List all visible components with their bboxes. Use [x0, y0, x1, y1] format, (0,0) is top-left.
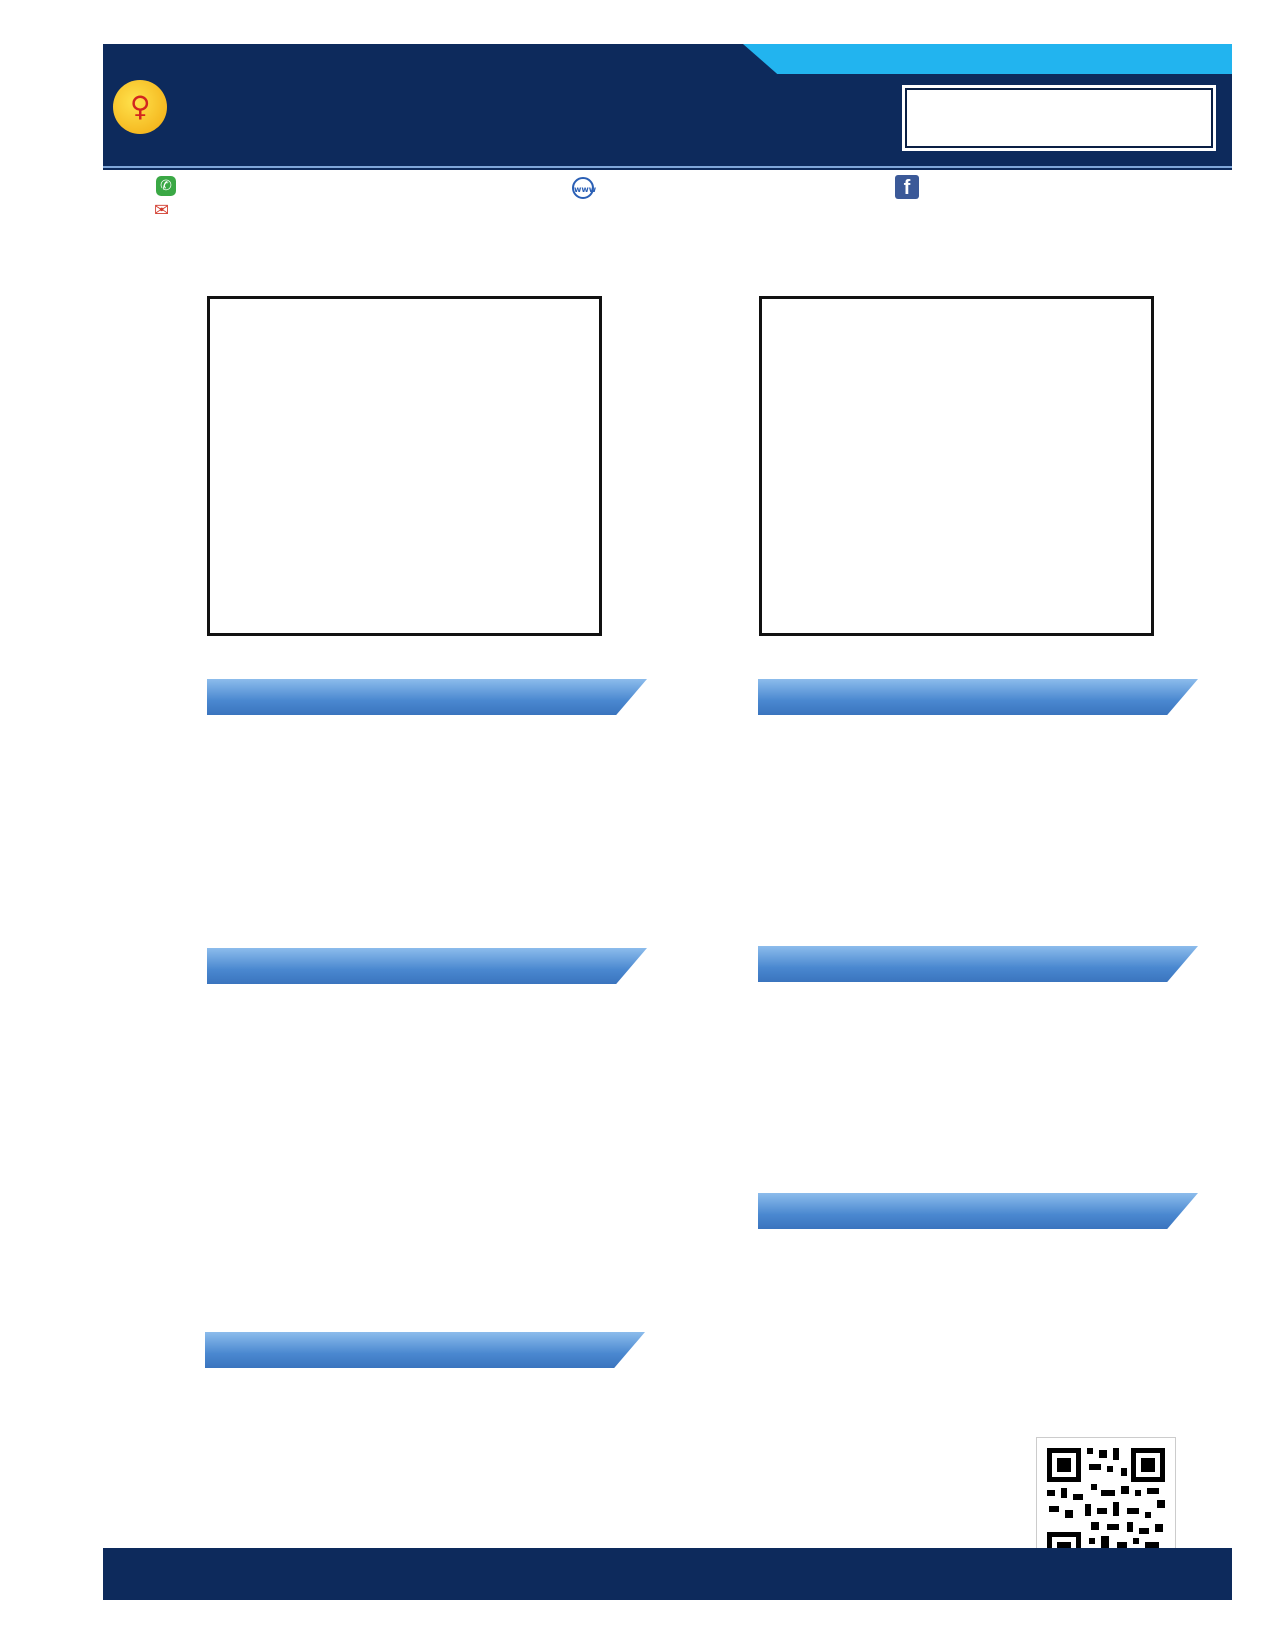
phone-icon: ✆	[156, 176, 176, 196]
horoscope-section-header	[207, 679, 647, 715]
mail-icon: ✉	[154, 200, 170, 221]
registration-number	[905, 88, 1213, 148]
tagline-band	[743, 44, 1232, 74]
header-divider	[103, 162, 1232, 165]
header-banner	[103, 44, 1232, 170]
expectation-section-header	[758, 1193, 1198, 1229]
footer-bar	[103, 1548, 1232, 1600]
logo-icon: ♀	[113, 80, 167, 134]
rasi-chart	[207, 296, 602, 636]
other-info-section-header	[205, 1332, 645, 1368]
education-section-header	[758, 679, 1198, 715]
web-icon: www	[572, 177, 594, 199]
family-section-header	[207, 948, 647, 984]
header-divider-accent	[103, 166, 1232, 168]
navamsa-chart	[759, 296, 1154, 636]
facebook-icon: f	[895, 175, 919, 199]
work-section-header	[758, 946, 1198, 982]
